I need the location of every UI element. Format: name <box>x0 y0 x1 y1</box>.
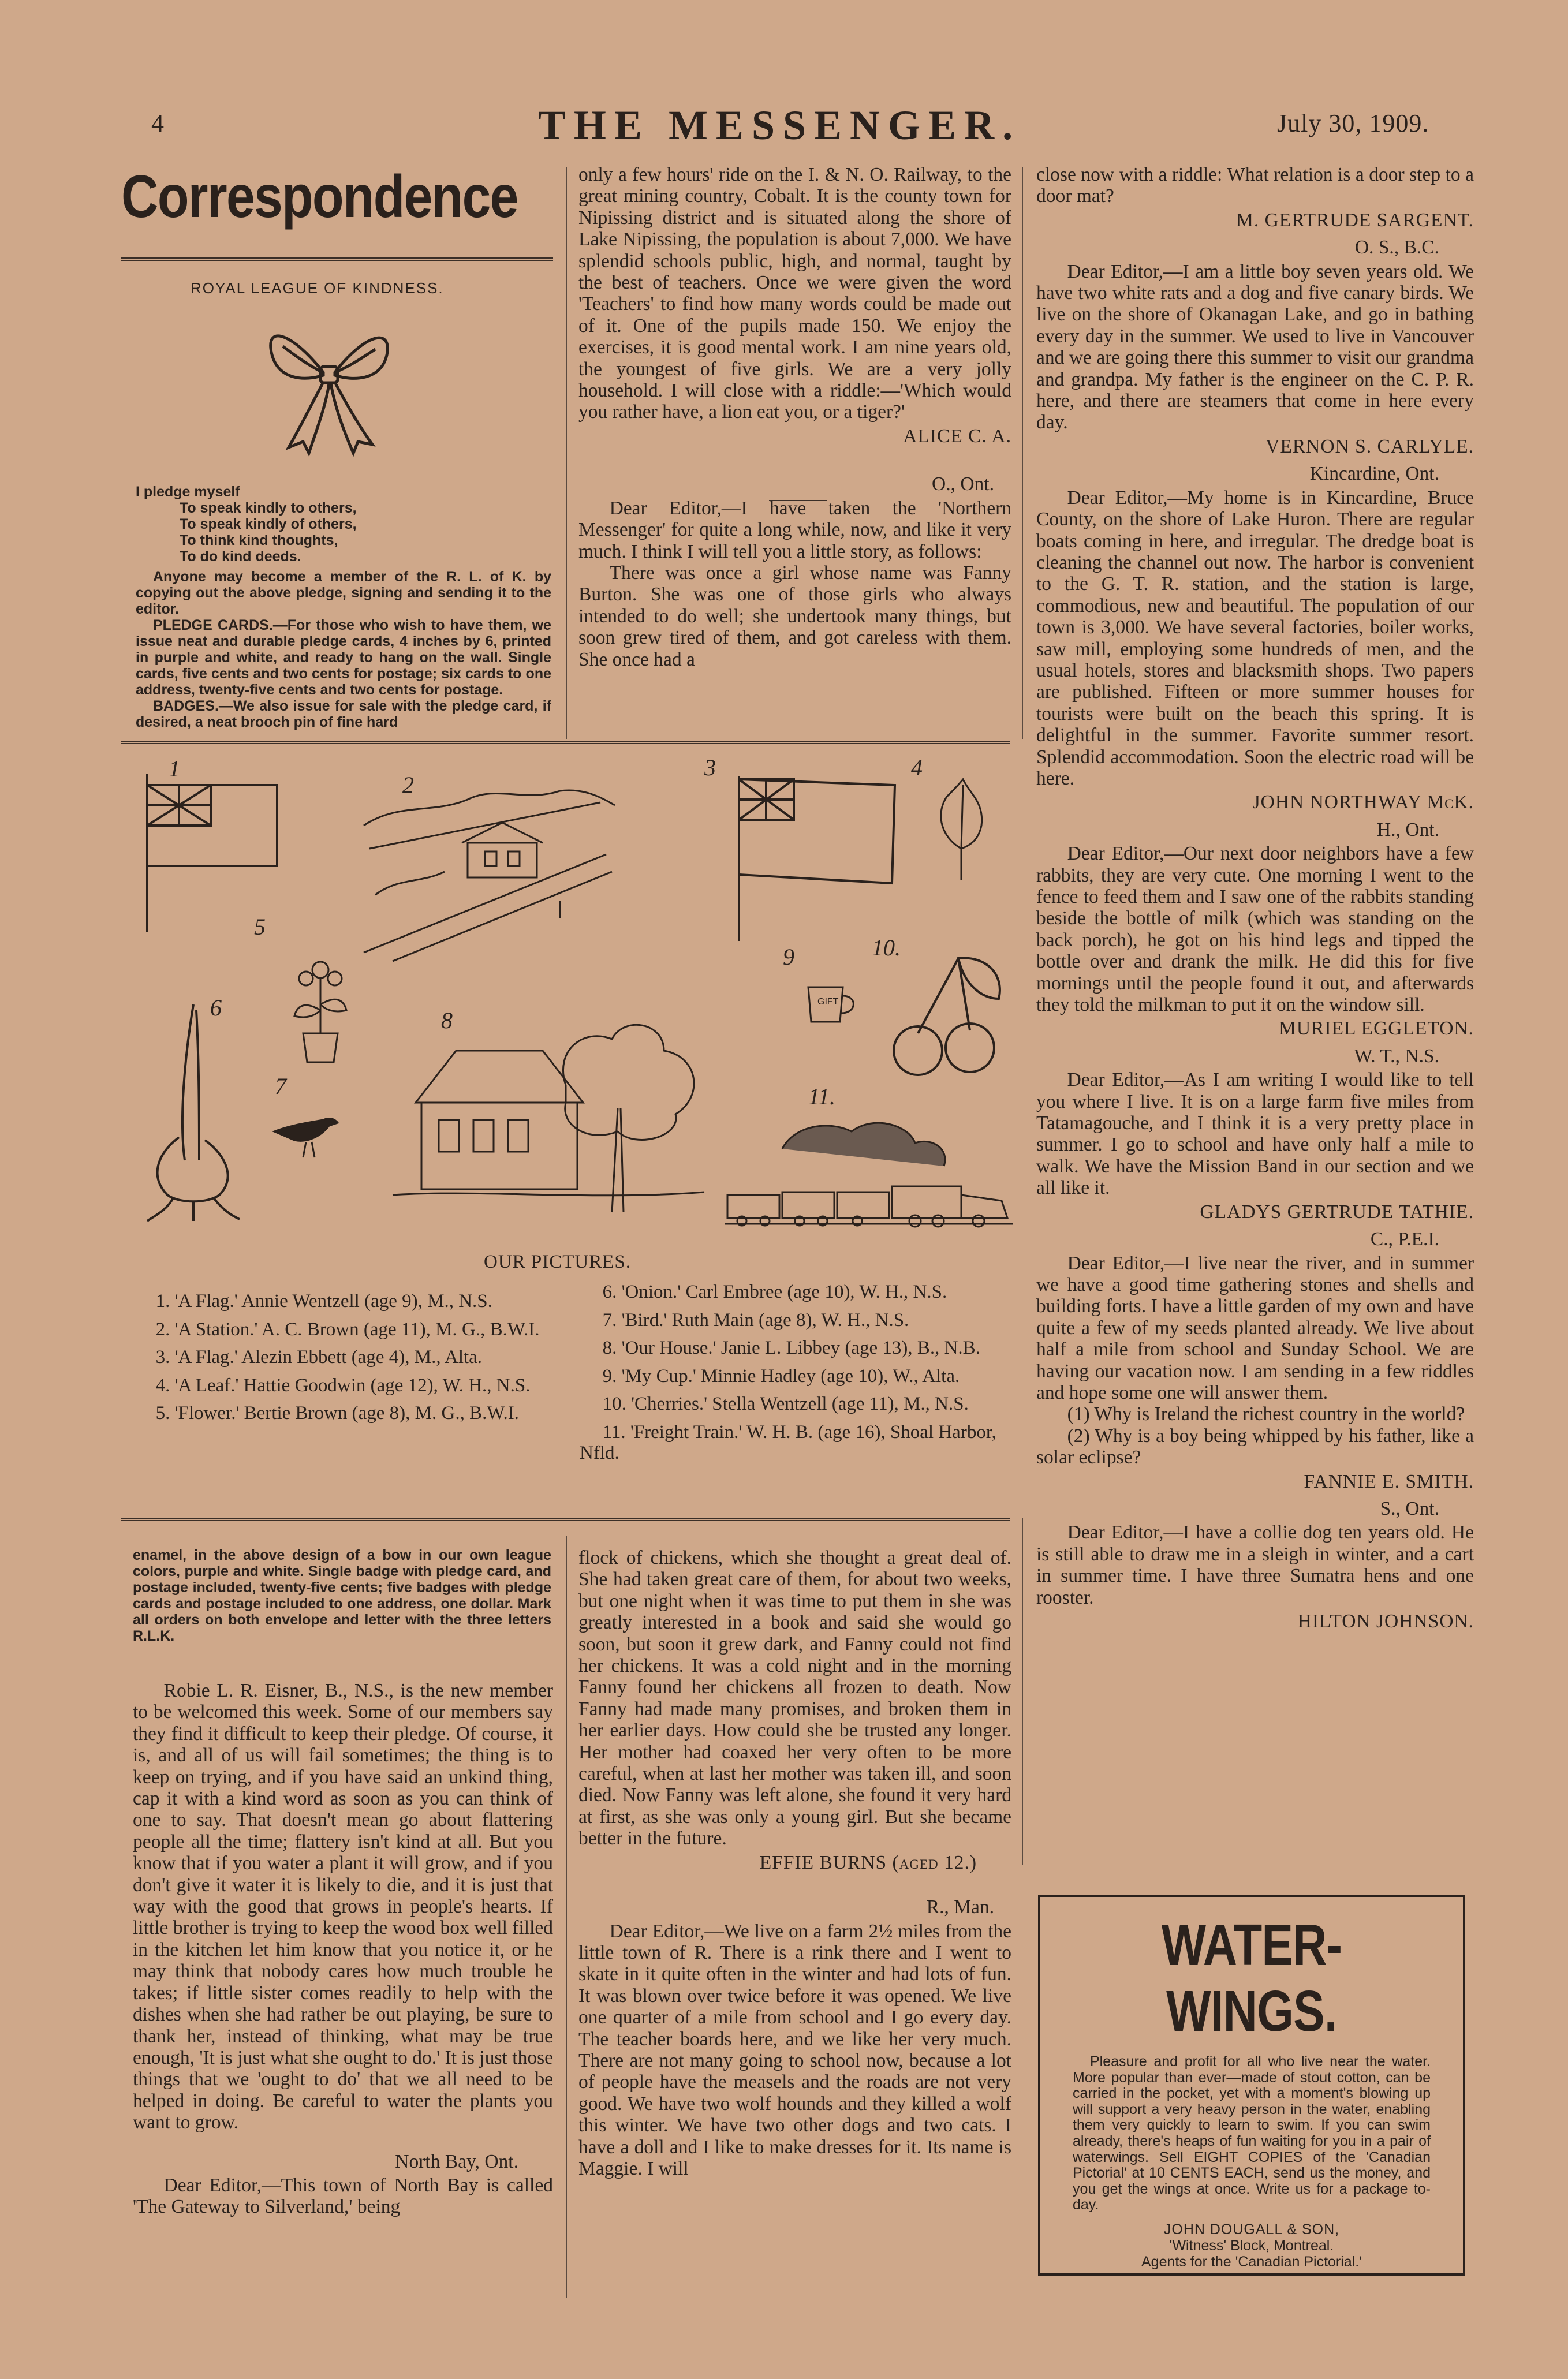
captions-right <box>580 1282 1007 1471</box>
league-info <box>136 569 551 730</box>
badges-continued: enamel, in the above design of a bow in our own league colors, purple and white. Single badge with pledge card, and postage included, twenty-five cents; five badges with pledge cards and postage included to one address, one dollar. Mark all orders on both envelope and letter with the three letters R.L.K. <box>133 1547 551 1644</box>
picture-caption: 7. 'Bird.' Ruth Main (age 8), W. H., N.S. <box>602 1309 909 1331</box>
signature: JOHN NORTHWAY McK. <box>1252 791 1474 813</box>
riddle: (1) Why is Ireland the richest country in the world? <box>1067 1403 1465 1425</box>
ad-body: Pleasure and profit for all who live near the water. More popular than ever—made of stout cotton, can be carried in the pocket, yet with a moment's blowing up will support a very heavy person in the water, enabling them very quickly to learn to swim. If you can swim already, there's heaps of fun waiting for you in a pair of waterwings. Sell EIGHT COPIES of the 'Canadian Pictorial' at 10 CENTS EACH, send us the money, and you get the wings at once. Write us for a package to-day. <box>1073 2053 1431 2213</box>
riddle: (2) Why is a boy being whipped by his father, like a solar eclipse? <box>1036 1425 1474 1469</box>
masthead-title: THE MESSENGER. <box>537 102 1021 148</box>
letter-paragraph: Dear Editor,—Our next door neighbors have a few rabbits, they are very cute. One morning I went to the fence to feed them and I saw one of the rabbits standing beside the bottle of milk (which was standing on the back porch), he got on his hind legs and tipped the bottle over and drank the milk. He did this for five mornings until the people found it out, and afterwards they told the milkman to put it on the window sill. <box>1036 843 1474 1016</box>
picture-number: 6 <box>210 995 222 1021</box>
picture-number: 4 <box>911 755 923 780</box>
pledge-line: I pledge myself <box>136 484 240 500</box>
pictures-top-rule <box>121 741 1010 744</box>
house-drawing <box>393 1016 716 1218</box>
pledge-line: To speak kindly to others, <box>180 500 357 516</box>
divider <box>769 500 827 501</box>
letter-paragraph: Dear Editor,—I have a collie dog ten years old. He is still able to draw me in a sleigh in winter, and a cart in summer time. I have three Sumatra hens and one rooster. <box>1036 1522 1474 1608</box>
signature: GLADYS GERTRUDE TATHIE. <box>1200 1201 1474 1223</box>
pictures-bottom-rule <box>121 1518 1010 1521</box>
signature: M. GERTRUDE SARGENT. <box>1236 209 1474 231</box>
cherries-drawing <box>883 953 1010 1080</box>
picture-number: 10. <box>872 935 901 961</box>
issue-date: July 30, 1909. <box>1277 109 1429 137</box>
column-2-top <box>578 164 1011 670</box>
picture-number: 2 <box>402 772 414 798</box>
ad-agents: Agents for the 'Canadian Pictorial.' <box>1141 2253 1362 2270</box>
train-drawing <box>725 1114 1013 1230</box>
pledge-line: To think kind thoughts, <box>180 532 338 548</box>
pledge-block <box>136 484 551 565</box>
picture-caption: 3. 'A Flag.' Alezin Ebbett (age 4), M., Alta. <box>155 1347 483 1368</box>
picture-number: 1 <box>169 756 180 782</box>
correspondence-heading: Correspondence <box>121 163 518 230</box>
cup-label: GIFT <box>817 997 839 1007</box>
signature: FANNIE E. SMITH. <box>1304 1470 1474 1492</box>
picture-number: 3 <box>704 755 716 780</box>
picture-caption: 6. 'Onion.' Carl Embree (age 10), W. H., N.S. <box>602 1282 947 1302</box>
column-rule <box>566 167 567 739</box>
picture-caption: 11. 'Freight Train.' W. H. B. (age 16), Shoal Harbor, Nfld. <box>580 1421 996 1463</box>
letter-place: Kincardine, Ont. <box>1309 463 1439 485</box>
membership-info: Anyone may become a member of the R. L. of K. by copying out the above pledge, signing and sending it to the editor. <box>136 569 551 617</box>
bird-drawing <box>271 1108 341 1160</box>
flower-drawing <box>277 947 364 1074</box>
picture-number: 5 <box>254 914 266 940</box>
picture-number: 7 <box>275 1073 286 1099</box>
letter-place: S., Ont. <box>1380 1497 1439 1519</box>
station-drawing <box>352 779 618 964</box>
picture-caption: 8. 'Our House.' Janie L. Libbey (age 13), B., N.B. <box>602 1338 980 1358</box>
column-rule <box>1022 1518 1023 1865</box>
letter-paragraph: There was once a girl whose name was Fanny Burton. She was one of those girls who always intended to do well; she undertook many things, but soon grew tired of them, and got careless with them. She once had a <box>578 562 1011 670</box>
column-3 <box>1036 164 1474 1638</box>
ad-address: 'Witness' Block, Montreal. <box>1169 2237 1334 2254</box>
ad-top-rule <box>1036 1866 1468 1868</box>
letter-place: W. T., N.S. <box>1354 1045 1439 1067</box>
letter-paragraph: Dear Editor,—My home is in Kincardine, Bruce County, on the shore of Lake Huron. There are regular boats coming in here, and irregular. The dredge boat is cleaning the channel out now. The harbor is convenient to the G. T. R. station, and the station is large, commodious, new and beautiful. The population of our town is 3,000. We have several factories, boiler works, saw mill, employing some hundreds of men, and the usual hotels, stores and blacksmith shops. Two papers are published. Fifteen or more summer houses for tourists were built on the beach this spring. It is delightful in the summer. Favorite summer resort. Splendid accommodation. Soon the electric road will be here. <box>1036 487 1474 789</box>
league-title: ROYAL LEAGUE OF KINDNESS. <box>191 279 444 297</box>
pledge-cards-info: PLEDGE CARDS.—For those who wish to have them, we issue neat and durable pledge cards, 4 inches by 6, printed in purple and white, and ready to hang on the wall. Single cards, five cents and two cents for postage; six cards to one address, twenty-five cents and two cents for postage. <box>136 617 551 698</box>
bow-emblem <box>254 312 404 456</box>
signature: EFFIE BURNS (aged 12.) <box>759 1851 977 1873</box>
letter-place: C., P.E.I. <box>1370 1228 1439 1250</box>
flag-drawing <box>139 774 283 935</box>
captions-left <box>133 1291 560 1431</box>
signature: MURIEL EGGLETON. <box>1279 1018 1474 1040</box>
picture-caption: 9. 'My Cup.' Minnie Hadley (age 10), W., Alta. <box>602 1365 960 1387</box>
column-rule <box>566 1536 567 2298</box>
picture-caption: 4. 'A Leaf.' Hattie Goodwin (age 12), W. H., N.S. <box>155 1375 531 1396</box>
letter-place: O. S., B.C. <box>1354 237 1439 259</box>
flag-drawing <box>727 774 901 947</box>
picture-number: 11. <box>808 1084 836 1110</box>
letter-paragraph: Dear Editor,—We live on a farm 2½ miles from the little town of R. There is a rink there and I went to skate in it quite often in the winter and had lots of fun. It was blown over twice before it was opened. We live one quarter of a mile from school and I go every day. The teacher boards here, and we like her very much. There are not many going to school now, because a lot of people have the measels and the roads are not very good. We have two wolf hounds and they killed a wolf this winter. We have two other dogs and two cats. I have a doll and I like to make dresses for it. Its name is Maggie. I will <box>578 1920 1011 2179</box>
leaf-drawing <box>935 779 987 883</box>
column-2-lower <box>578 1547 1011 2179</box>
letter-paragraph: Dear Editor,—I am a little boy seven years old. We have two white rats and a dog and five canary birds. We live on the shore of Okanagan Lake, and go in bathing every day in the summer. We used to live in Vancouver and we are going there this summer to visit our grandma and grandpa. My father is the engineer on the C. P. R. here, and there are steamers that come in here every day. <box>1036 260 1474 434</box>
letter-place: North Bay, Ont. <box>395 2150 518 2172</box>
picture-number: 8 <box>441 1007 453 1033</box>
signature: ALICE C. A. <box>903 425 1011 447</box>
picture-caption: 1. 'A Flag.' Annie Wentzell (age 9), M., N.S. <box>155 1291 492 1312</box>
ad-company: JOHN DOUGALL & SON, <box>1163 2221 1340 2238</box>
letter-place: R., Man. <box>926 1896 994 1918</box>
onion-drawing <box>144 1004 242 1224</box>
page-number: 4 <box>151 109 164 137</box>
pledge-line: To do kind deeds. <box>180 548 301 565</box>
picture-caption: 10. 'Cherries.' Stella Wentzell (age 11), M., N.S. <box>602 1394 969 1414</box>
editorial-paragraph: Robie L. R. Eisner, B., N.S., is the new member to be welcomed this week. Some of our members say they find it difficult to keep their pledge. Of course, it is, and all of us will fail sometimes; the thing is to keep on trying, and if you have said an unkind thing, cap it with a kind word as soon as you can think of one to say. That doesn't mean go about flattering people all the time; flattery isn't kind at all. But you know that if you water a plant it will grow, and if you don't give it water it is likely to die, and it is just that way with the good that grows in people's hearts. If little brother is trying to keep the wood box well filled in the kitchen let him know that you notice it, or he may think that nobody cares how much trouble he takes; if little sister comes readily to help with the dishes when she had rather be out playing, be sure to thank her, instead of thinking, what may be true enough, 'It is just what she ought to do.' It is just those things that we 'ought to do' that we all need to be helped in doing. Be careful to water the plants you want to grow. <box>133 1680 553 2134</box>
letter-paragraph: Dear Editor,—This town of North Bay is called 'The Gateway to Silverland,' being <box>133 2174 553 2218</box>
signature: VERNON S. CARLYLE. <box>1265 435 1474 457</box>
picture-caption: 5. 'Flower.' Bertie Brown (age 8), M. G., B.W.I. <box>155 1403 519 1424</box>
column-1-lower <box>133 1680 553 2218</box>
picture-number: 9 <box>783 944 794 970</box>
letter-place: O., Ont. <box>932 473 994 495</box>
badges-info: BADGES.—We also issue for sale with the pledge card, if desired, a neat brooch pin of fine hard <box>136 698 551 730</box>
column-rule <box>1022 167 1023 739</box>
signature: HILTON JOHNSON. <box>1297 1611 1474 1632</box>
letter-paragraph: only a few hours' ride on the I. & N. O. Railway, to the great mining country, Cobalt. It is the county town for Nipissing district and is situated along the shore of Lake Nipissing, the population is about 7,000. We have splendid schools public, high, and normal, taught by the best of teachers. Once we were given the word 'Teachers' to find how many words could be made out of it. One of the pupils made 150. We enjoy the exercises, it is good mental work. I am nine years old, the youngest of five girls. We are a very jolly household. I will close with a riddle:—'Which would you rather have, a lion eat you, or a tiger?' <box>578 164 1011 423</box>
water-wings-ad <box>1038 1895 1465 2276</box>
letter-paragraph: close now with a riddle: What relation is a door step to a door mat? <box>1036 164 1474 207</box>
letter-paragraph: Dear Editor,—I live near the river, and in summer we have a good time gathering stones and shells and building forts. I have a little garden of my own and have quite a few of my seeds planted already. We live about half a mile from school and Sunday School. We are having our vacation now. I am sending in a few riddles and hope some one will answer them. <box>1036 1252 1474 1403</box>
pledge-line: To speak kindly of others, <box>180 516 357 532</box>
picture-caption: 2. 'A Station.' A. C. Brown (age 11), M. G., B.W.I. <box>155 1319 540 1340</box>
letter-paragraph: Dear Editor,—I have taken the 'Northern Messenger' for quite a long while, now, and like it very much. I think I will tell you a little story, as follows: <box>578 497 1011 562</box>
pictures-title: OUR PICTURES. <box>484 1252 632 1272</box>
letter-paragraph: Dear Editor,—As I am writing I would like to tell you where I live. It is on a large farm five miles from Tatamagouche, and I think it is a very pretty place in summer. I go to school and have only half a mile to walk. We have the Mission Band in our section and we all like it. <box>1036 1069 1474 1199</box>
ad-headline: WATER-WINGS. <box>1161 1913 1342 2044</box>
letter-paragraph: flock of chickens, which she thought a great deal of. She had taken great care of them, for about two weeks, but one night when it was time to put them in she was greatly interested in a book and said she would go soon, but soon it grew dark, and Fanny could not find her chickens. It was a cold night and in the morning Fanny found her chickens all frozen to death. Now Fanny had made many promises, and broken them in her earlier days. How could she be trusted any longer. Her mother had coaxed her very often to be more careful, when at last her mother was taken ill, and soon died. Now Fanny was left alone, she found it very hard at first, as she was only a young girl. But she became better in the future. <box>578 1547 1011 1850</box>
heading-rule <box>121 257 553 261</box>
letter-place: H., Ont. <box>1377 819 1439 841</box>
